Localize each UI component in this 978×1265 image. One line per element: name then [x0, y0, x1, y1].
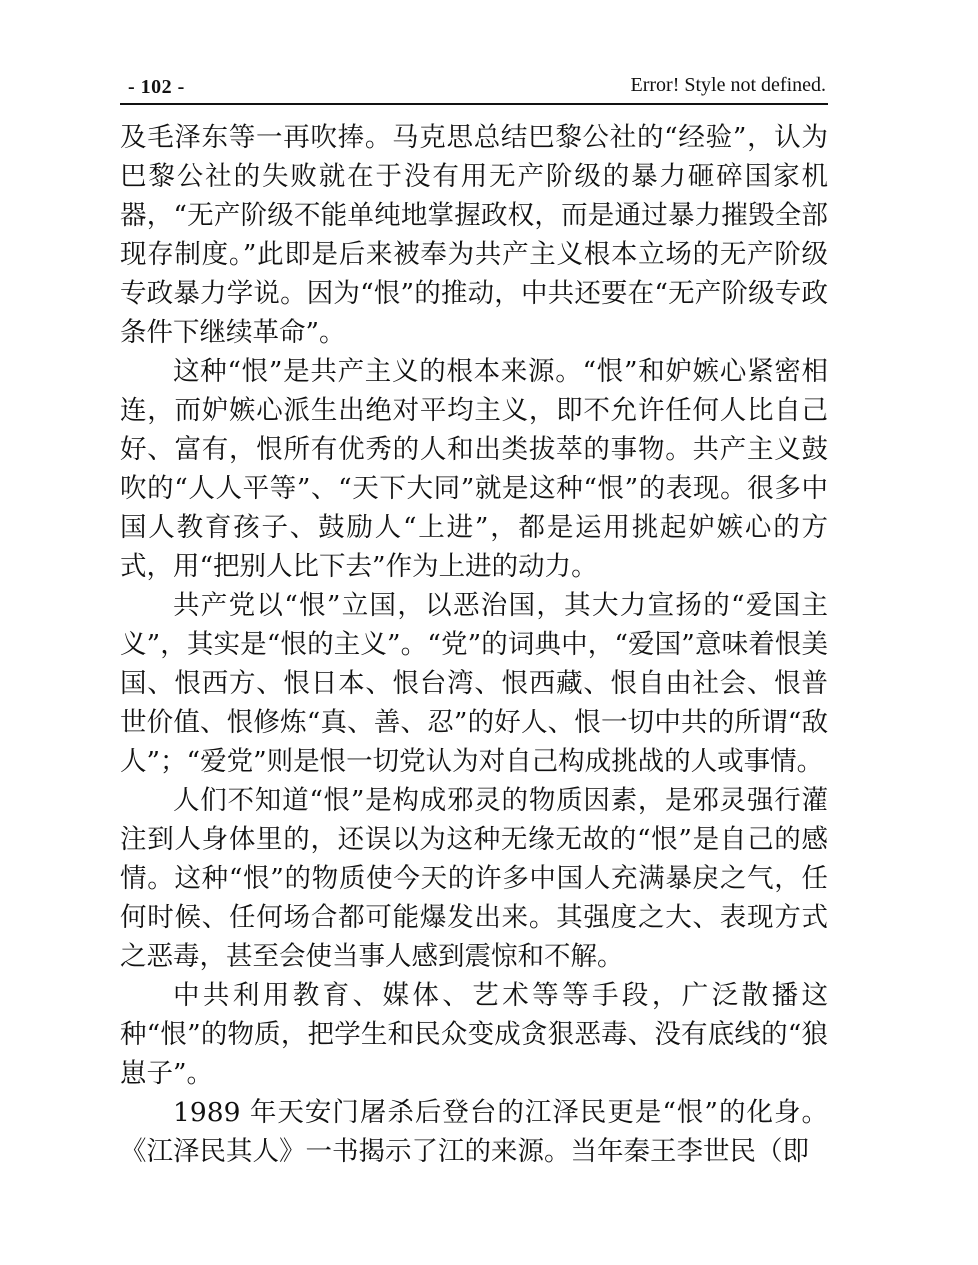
page-header [120, 70, 828, 104]
paragraph-2: 这种“恨”是共产主义的根本来源。“恨”和妒嫉心紧密相连，而妒嫉心派生出绝对平均主义，即不允许任何人比自己好、富有，恨所有优秀的人和出类拔萃的事物。共产主义鼓吹的“人人平等”、“天下大同”就是这种“恨”的表现。很多中国人教育孩子、鼓励人“上进”，都是运用挑起妒嫉心的方式，用“把别人比下去”作为上进的动力。 [120, 356, 828, 582]
paragraph-6: 1989 年天安门屠杀后登台的江泽民更是“恨”的化身。《江泽民其人》一书揭示了江的来源。当年秦王李世民（即 [120, 1097, 828, 1167]
page-number: - 102 - [128, 76, 185, 98]
body-text [120, 118, 828, 1171]
paragraph-4: 人们不知道“恨”是构成邪灵的物质因素，是邪灵强行灌注到人身体里的，还误以为这种无缘无故的“恨”是自己的感情。这种“恨”的物质使今天的许多中国人充满暴戾之气，任何时候、任何场合都可能爆发出来。其强度之大、表现方式之恶毒，甚至会使当事人感到震惊和不解。 [120, 785, 828, 972]
paragraph-5: 中共利用教育、媒体、艺术等等手段，广泛散播这种“恨”的物质，把学生和民众变成贪狠恶毒、没有底线的“狼崽子”。 [120, 980, 828, 1089]
running-title: Error! Style not defined. [630, 74, 826, 96]
header-rule [120, 103, 828, 105]
paragraph-3: 共产党以“恨”立国，以恶治国，其大力宣扬的“爱国主义”，其实是“恨的主义”。“党”的词典中，“爱国”意味着恨美国、恨西方、恨日本、恨台湾、恨西藏、恨自由社会、恨普世价值、恨修炼“真、善、忍”的好人、恨一切中共的所谓“敌人”；“爱党”则是恨一切党认为对自己构成挑战的人或事情。 [120, 590, 828, 777]
paragraph-1: 及毛泽东等一再吹捧。马克思总结巴黎公社的“经验”，认为巴黎公社的失败就在于没有用无产阶级的暴力砸碎国家机器，“无产阶级不能单纯地掌握政权，而是通过暴力摧毁全部现存制度。”此即是后来被奉为共产主义根本立场的无产阶级专政暴力学说。因为“恨”的推动，中共还要在“无产阶级专政条件下继续革命”。 [120, 122, 828, 348]
